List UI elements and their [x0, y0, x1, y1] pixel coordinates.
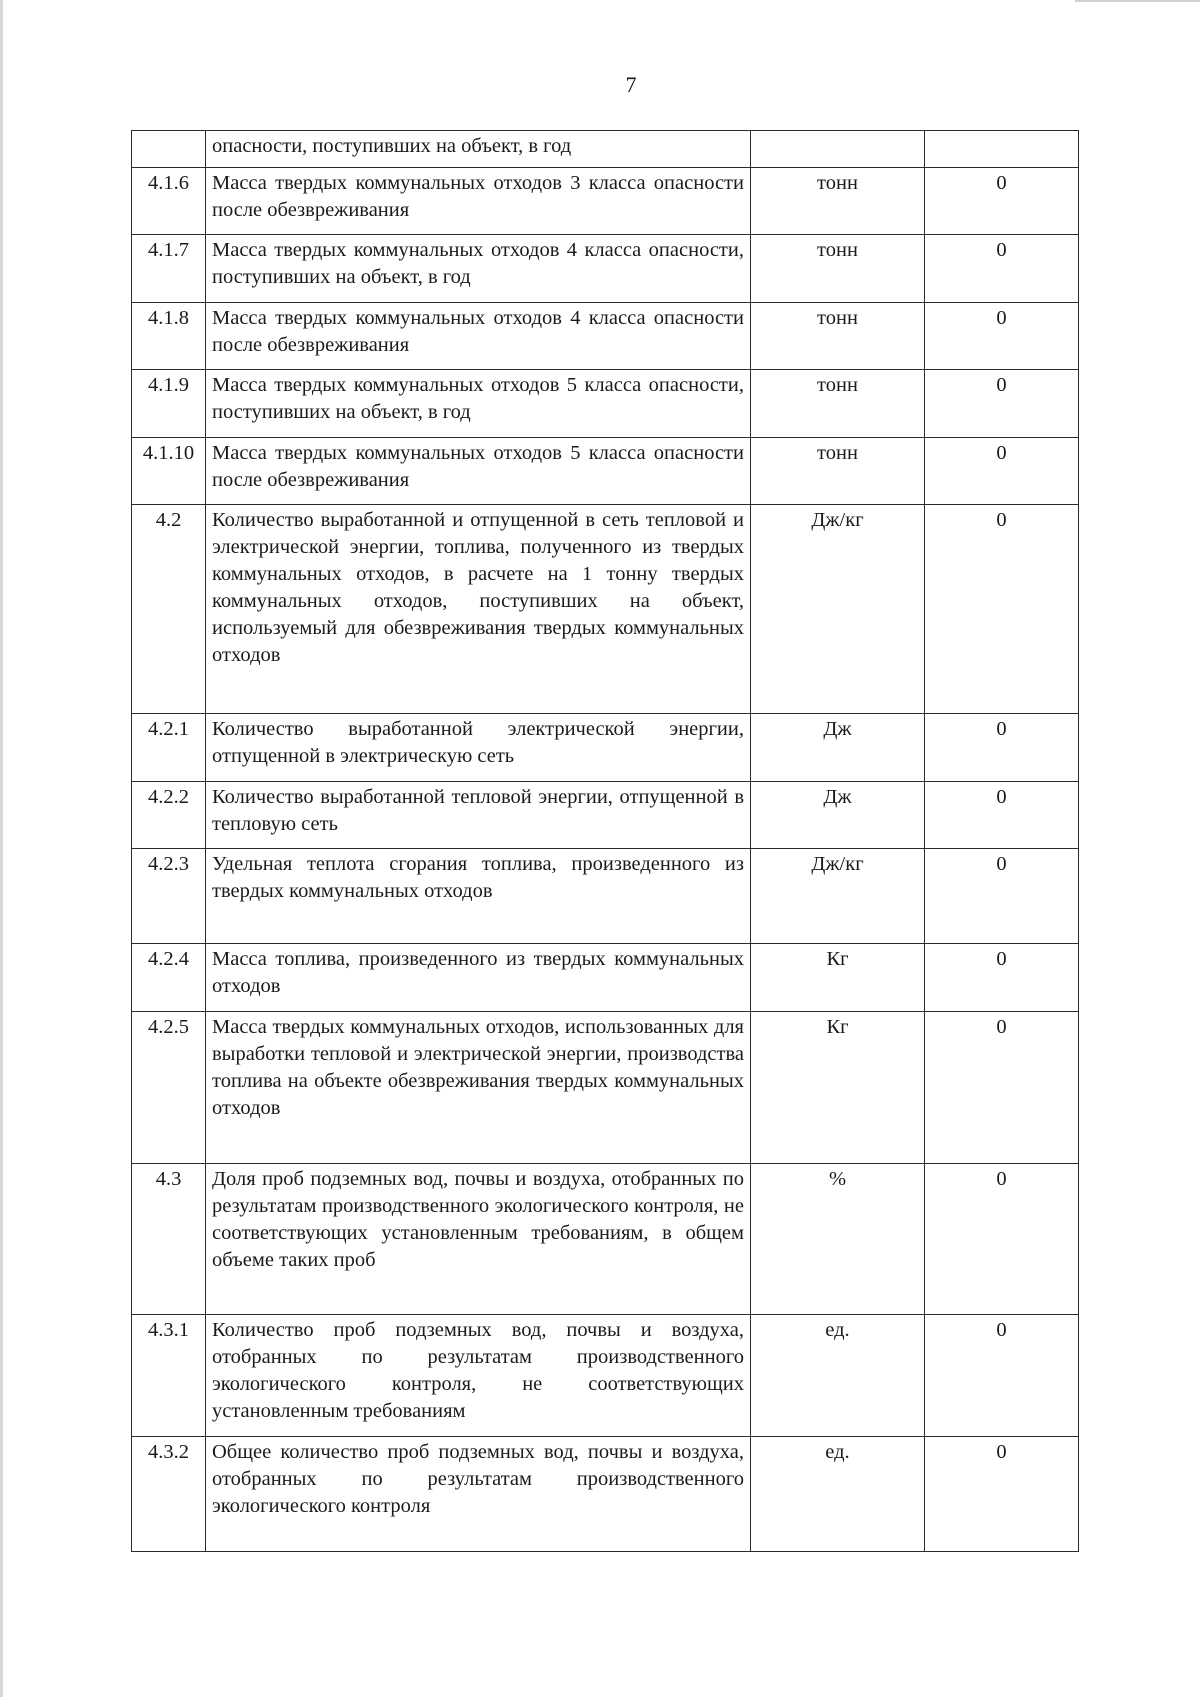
- row-value: 0: [925, 168, 1079, 235]
- row-indicator-name: Масса твердых коммунальных отходов 3 класса опасности после обезвреживания: [206, 168, 751, 235]
- row-indicator-name: Количество выработанной тепловой энергии, отпущенной в тепловую сеть: [206, 782, 751, 849]
- table-row: [132, 1164, 1079, 1315]
- row-indicator-name: Масса топлива, произведенного из твердых коммунальных отходов: [206, 944, 751, 1012]
- row-number: 4.1.10: [132, 438, 206, 505]
- row-number: 4.1.7: [132, 235, 206, 303]
- row-number: 4.2: [132, 505, 206, 714]
- row-value: 0: [925, 370, 1079, 438]
- row-value: 0: [925, 303, 1079, 370]
- table-row: [132, 235, 1079, 303]
- table-row: [132, 714, 1079, 782]
- row-unit: ед.: [751, 1437, 925, 1552]
- table-row: [132, 1437, 1079, 1552]
- row-unit: тонн: [751, 438, 925, 505]
- table-row: [132, 168, 1079, 235]
- row-number: 4.1.6: [132, 168, 206, 235]
- row-number: 4.2.5: [132, 1012, 206, 1164]
- row-unit: тонн: [751, 168, 925, 235]
- row-number: 4.1.9: [132, 370, 206, 438]
- row-number: 4.1.8: [132, 303, 206, 370]
- row-number: 4.3.1: [132, 1315, 206, 1437]
- row-value: 0: [925, 1164, 1079, 1315]
- row-number: [132, 131, 206, 168]
- row-value: 0: [925, 782, 1079, 849]
- row-number: 4.2.1: [132, 714, 206, 782]
- row-indicator-name: Количество выработанной электрической энергии, отпущенной в электрическую сеть: [206, 714, 751, 782]
- row-number: 4.2.2: [132, 782, 206, 849]
- row-indicator-name: Масса твердых коммунальных отходов 4 класса опасности, поступивших на объект, в год: [206, 235, 751, 303]
- page-number: 7: [625, 72, 637, 97]
- indicators-table: [131, 130, 1079, 1552]
- row-unit: тонн: [751, 235, 925, 303]
- row-unit: Дж/кг: [751, 849, 925, 944]
- scan-edge-top: [1075, 0, 1200, 2]
- row-indicator-name: Масса твердых коммунальных отходов 5 класса опасности после обезвреживания: [206, 438, 751, 505]
- row-indicator-name: Количество выработанной и отпущенной в сеть тепловой и электрической энергии, топлива, полученного из твердых коммунальных отходов, в расчете на 1 тонну твердых коммунальных отходов, поступивших на объект, используемый для обезвреживания твердых коммунальных отходов: [206, 505, 751, 714]
- table-row: [132, 1012, 1079, 1164]
- row-value: 0: [925, 235, 1079, 303]
- row-value: 0: [925, 849, 1079, 944]
- row-indicator-name: Масса твердых коммунальных отходов 4 класса опасности после обезвреживания: [206, 303, 751, 370]
- table-row: [132, 303, 1079, 370]
- row-number: 4.3.2: [132, 1437, 206, 1552]
- row-unit: Дж/кг: [751, 505, 925, 714]
- row-value: 0: [925, 1315, 1079, 1437]
- row-indicator-name: Общее количество проб подземных вод, почвы и воздуха, отобранных по результатам производственного экологического контроля: [206, 1437, 751, 1552]
- row-unit: тонн: [751, 303, 925, 370]
- table-row: [132, 1315, 1079, 1437]
- row-number: 4.2.4: [132, 944, 206, 1012]
- row-number: 4.3: [132, 1164, 206, 1315]
- row-indicator-name: Количество проб подземных вод, почвы и воздуха, отобранных по результатам производственного экологического контроля, не соответствующих установленным требованиям: [206, 1315, 751, 1437]
- row-unit: ед.: [751, 1315, 925, 1437]
- row-indicator-name: Масса твердых коммунальных отходов 5 класса опасности, поступивших на объект, в год: [206, 370, 751, 438]
- row-value: 0: [925, 944, 1079, 1012]
- row-indicator-name: опасности, поступивших на объект, в год: [206, 131, 751, 168]
- table-row: [132, 849, 1079, 944]
- row-value: 0: [925, 438, 1079, 505]
- table-row: [132, 370, 1079, 438]
- row-value: 0: [925, 714, 1079, 782]
- row-unit: Кг: [751, 1012, 925, 1164]
- row-indicator-name: Масса твердых коммунальных отходов, использованных для выработки тепловой и электрической энергии, производства топлива на объекте обезвреживания твердых коммунальных отходов: [206, 1012, 751, 1164]
- table-row: [132, 782, 1079, 849]
- row-number: 4.2.3: [132, 849, 206, 944]
- row-unit: тонн: [751, 370, 925, 438]
- table-row: [132, 131, 1079, 168]
- row-value: 0: [925, 1437, 1079, 1552]
- row-unit: Дж: [751, 782, 925, 849]
- row-value: 0: [925, 1012, 1079, 1164]
- row-value: 0: [925, 505, 1079, 714]
- table-row: [132, 505, 1079, 714]
- table-row: [132, 944, 1079, 1012]
- row-indicator-name: Доля проб подземных вод, почвы и воздуха, отобранных по результатам производственного экологического контроля, не соответствующих установленным требованиям, в общем объеме таких проб: [206, 1164, 751, 1315]
- row-unit: %: [751, 1164, 925, 1315]
- row-unit: Дж: [751, 714, 925, 782]
- scan-edge-left: [0, 0, 3, 1697]
- table-row: [132, 438, 1079, 505]
- row-unit: [751, 131, 925, 168]
- row-unit: Кг: [751, 944, 925, 1012]
- row-value: [925, 131, 1079, 168]
- row-indicator-name: Удельная теплота сгорания топлива, произведенного из твердых коммунальных отходов: [206, 849, 751, 944]
